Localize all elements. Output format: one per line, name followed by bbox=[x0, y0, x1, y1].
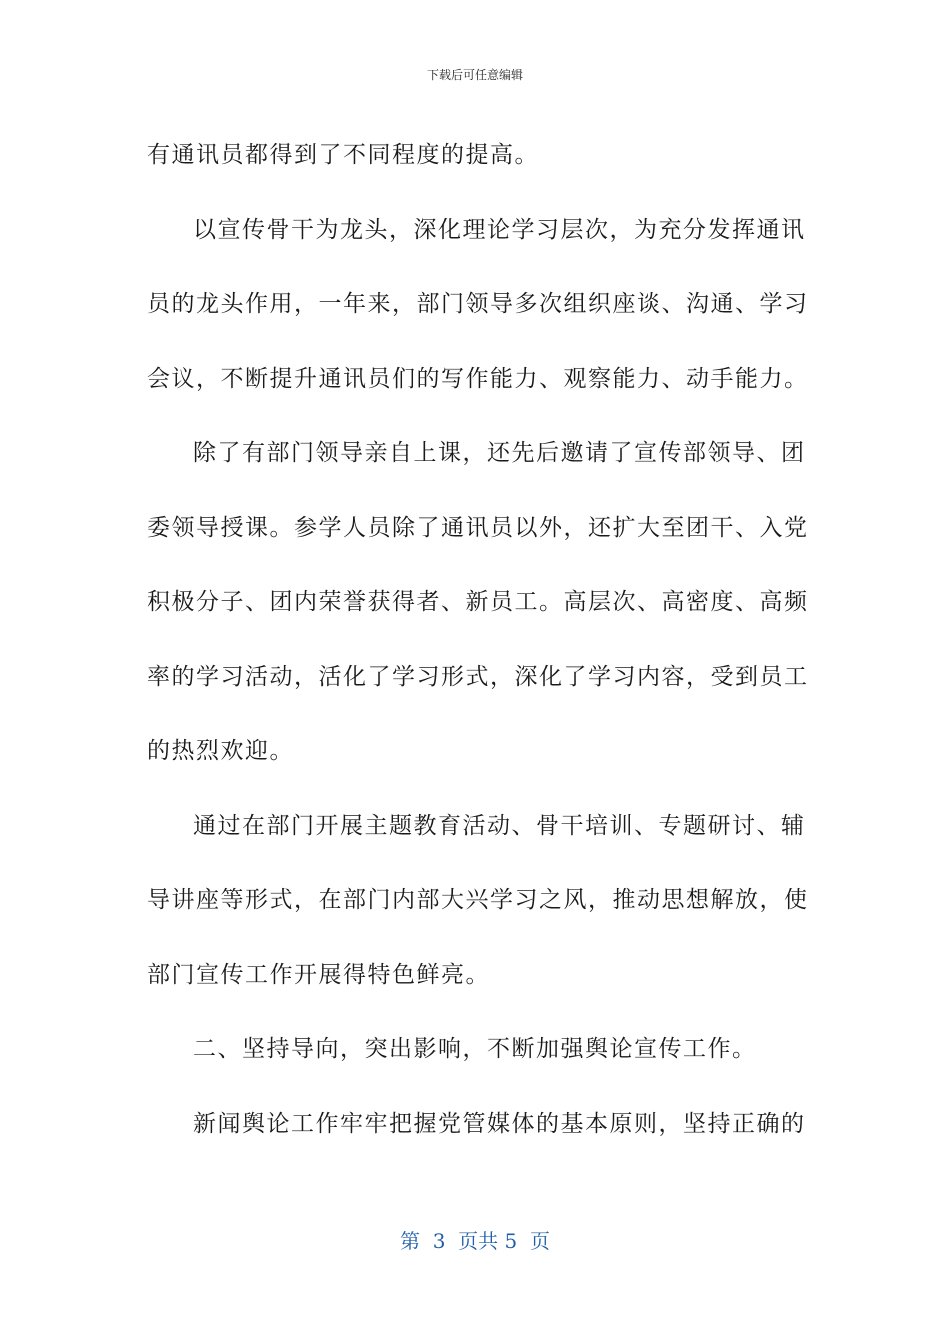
text-line: 有通讯员都得到了不同程度的提高。 bbox=[147, 142, 539, 168]
page-footer: 第 3 页共 5 页 bbox=[400, 1229, 550, 1253]
text-line: 以宣传骨干为龙头，深化理论学习层次，为充分发挥通讯 bbox=[193, 216, 806, 243]
text-line: 率的学习活动，活化了学习形式，深化了学习内容，受到员工 bbox=[147, 663, 809, 690]
text-line: 导讲座等形式，在部门内部大兴学习之风，推动思想解放，使 bbox=[147, 887, 809, 913]
text-line: 二、坚持导向，突出影响，不断加强舆论宣传工作。 bbox=[193, 1036, 757, 1062]
text-line: 通过在部门开展主题教育活动、骨干培训、专题研讨、辅 bbox=[193, 812, 806, 839]
text-line: 积极分子、团内荣誉获得者、新员工。高层次、高密度、高频 bbox=[147, 589, 809, 615]
text-line: 的热烈欢迎。 bbox=[147, 738, 294, 764]
text-line: 除了有部门领导亲自上课，还先后邀请了宣传部领导、团 bbox=[193, 440, 806, 466]
document-body bbox=[147, 118, 809, 1161]
text-line: 委领导授课。参学人员除了通讯员以外，还扩大至团干、入党 bbox=[147, 514, 809, 541]
text-line: 部门宣传工作开展得特色鲜亮。 bbox=[147, 961, 490, 988]
page-header: 下载后可任意编辑 bbox=[426, 68, 523, 82]
text-line: 会议，不断提升通讯员们的写作能力、观察能力、动手能力。 bbox=[147, 365, 809, 392]
text-line: 新闻舆论工作牢牢把握党管媒体的基本原则，坚持正确的 bbox=[193, 1110, 806, 1137]
text-line: 员的龙头作用，一年来，部门领导多次组织座谈、沟通、学习 bbox=[147, 291, 809, 317]
